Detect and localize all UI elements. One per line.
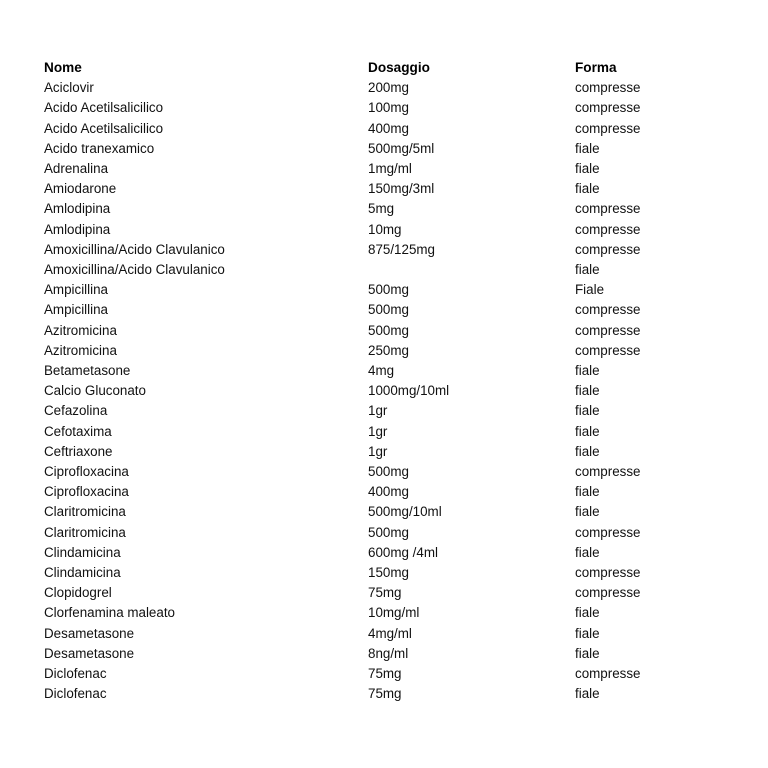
table-row: [44, 543, 695, 563]
cell-name: Azitromicina: [44, 322, 117, 338]
cell-name: Claritromicina: [44, 524, 126, 540]
cell-form: compresse: [575, 120, 641, 136]
cell-form: compresse: [575, 342, 641, 358]
cell-dose: 8ng/ml: [368, 645, 409, 661]
cell-name: Aciclovir: [44, 80, 94, 96]
cell-form: compresse: [575, 221, 641, 237]
cell-name: Amoxicillina/Acido Clavulanico: [44, 241, 225, 257]
cell-dose: 500mg: [368, 282, 409, 298]
cell-form: compresse: [575, 666, 641, 682]
table-row: [44, 462, 695, 482]
cell-form: fiale: [575, 686, 600, 702]
cell-name: Clindamicina: [44, 544, 121, 560]
cell-name: Amoxicillina/Acido Clavulanico: [44, 262, 225, 278]
cell-form: compresse: [575, 241, 641, 257]
cell-name: Acido Acetilsalicilico: [44, 100, 164, 116]
cell-name: Clindamicina: [44, 565, 121, 581]
table-row: [44, 78, 695, 98]
table-row: [44, 563, 695, 583]
cell-name: Ampicillina: [44, 302, 108, 318]
cell-form: fiale: [575, 484, 600, 500]
cell-name: Amiodarone: [44, 181, 117, 197]
table-row: [44, 98, 695, 118]
cell-form: fiale: [575, 625, 600, 641]
table-row: [44, 482, 695, 502]
table-row: [44, 341, 695, 361]
header-dose: Dosaggio: [368, 60, 430, 75]
table-row: [44, 644, 695, 664]
table-row: [44, 280, 695, 300]
cell-dose: 875/125mg: [368, 241, 436, 257]
table-row: [44, 119, 695, 139]
cell-dose: 500mg: [368, 464, 409, 480]
table-row: [44, 199, 695, 219]
cell-form: compresse: [575, 80, 641, 96]
cell-dose: 100mg: [368, 100, 409, 116]
cell-form: fiale: [575, 645, 600, 661]
cell-dose: 500mg: [368, 322, 409, 338]
cell-dose: 1gr: [368, 423, 388, 439]
cell-dose: 1gr: [368, 403, 388, 419]
drug-table: [44, 58, 695, 705]
table-row: [44, 321, 695, 341]
table-row: [44, 401, 695, 421]
cell-form: fiale: [575, 181, 600, 197]
cell-name: Adrenalina: [44, 161, 109, 177]
table-row: [44, 603, 695, 623]
cell-name: Amlodipina: [44, 201, 111, 217]
cell-name: Amlodipina: [44, 221, 111, 237]
table-row: [44, 422, 695, 442]
table-row: [44, 583, 695, 603]
table-body: [44, 78, 695, 704]
cell-form: fiale: [575, 443, 600, 459]
cell-form: fiale: [575, 363, 600, 379]
cell-dose: 500mg: [368, 524, 409, 540]
cell-name: Desametasone: [44, 625, 135, 641]
table-row: [44, 361, 695, 381]
table-row: [44, 624, 695, 644]
table-row: [44, 159, 695, 179]
cell-form: fiale: [575, 605, 600, 621]
cell-form: compresse: [575, 302, 641, 318]
cell-dose: 5mg: [368, 201, 395, 217]
cell-name: Diclofenac: [44, 686, 107, 702]
cell-form: fiale: [575, 262, 600, 278]
cell-name: Acido tranexamico: [44, 140, 155, 156]
cell-dose: 10mg/ml: [368, 605, 420, 621]
table-header-row: [44, 58, 695, 78]
cell-name: Ampicillina: [44, 282, 108, 298]
table-row: [44, 442, 695, 462]
table-row: [44, 684, 695, 704]
cell-name: Ciprofloxacina: [44, 464, 129, 480]
table-row: [44, 381, 695, 401]
table-row: [44, 179, 695, 199]
cell-form: Fiale: [575, 282, 605, 298]
cell-name: Claritromicina: [44, 504, 126, 520]
table-row: [44, 523, 695, 543]
table-row: [44, 139, 695, 159]
table-row: [44, 502, 695, 522]
cell-form: compresse: [575, 201, 641, 217]
cell-dose: 600mg /4ml: [368, 544, 438, 560]
header-name: Nome: [44, 60, 82, 75]
cell-dose: 150mg/3ml: [368, 181, 435, 197]
cell-form: fiale: [575, 504, 600, 520]
table-row: [44, 260, 695, 280]
cell-dose: 250mg: [368, 342, 409, 358]
cell-dose: 4mg/ml: [368, 625, 412, 641]
cell-dose: 10mg: [368, 221, 402, 237]
cell-dose: 1000mg/10ml: [368, 383, 450, 399]
table-row: [44, 220, 695, 240]
cell-form: fiale: [575, 403, 600, 419]
cell-form: compresse: [575, 524, 641, 540]
cell-name: Diclofenac: [44, 666, 107, 682]
cell-name: Clopidogrel: [44, 585, 112, 601]
cell-dose: 200mg: [368, 80, 409, 96]
cell-name: Calcio Gluconato: [44, 383, 146, 399]
cell-dose: 75mg: [368, 686, 402, 702]
cell-form: compresse: [575, 565, 641, 581]
cell-form: fiale: [575, 423, 600, 439]
table-row: [44, 664, 695, 684]
header-form: Forma: [575, 60, 617, 75]
cell-dose: 400mg: [368, 484, 409, 500]
cell-form: fiale: [575, 383, 600, 399]
table-row: [44, 300, 695, 320]
cell-dose: 150mg: [368, 565, 409, 581]
cell-dose: 400mg: [368, 120, 409, 136]
cell-name: Desametasone: [44, 645, 135, 661]
cell-name: Ciprofloxacina: [44, 484, 129, 500]
cell-dose: 500mg/5ml: [368, 140, 435, 156]
cell-dose: 500mg/10ml: [368, 504, 442, 520]
cell-dose: [368, 260, 575, 280]
cell-form: fiale: [575, 161, 600, 177]
cell-name: Cefotaxima: [44, 423, 112, 439]
cell-name: Clorfenamina maleato: [44, 605, 175, 621]
cell-name: Betametasone: [44, 363, 131, 379]
cell-name: Azitromicina: [44, 342, 117, 358]
table-row: [44, 240, 695, 260]
cell-form: compresse: [575, 464, 641, 480]
cell-dose: 1mg/ml: [368, 161, 412, 177]
cell-dose: 75mg: [368, 585, 402, 601]
cell-form: compresse: [575, 100, 641, 116]
cell-form: compresse: [575, 585, 641, 601]
cell-form: compresse: [575, 322, 641, 338]
cell-dose: 500mg: [368, 302, 409, 318]
cell-dose: 4mg: [368, 363, 395, 379]
cell-dose: 1gr: [368, 443, 388, 459]
cell-form: fiale: [575, 544, 600, 560]
cell-name: Cefazolina: [44, 403, 108, 419]
cell-form: fiale: [575, 140, 600, 156]
cell-dose: 75mg: [368, 666, 402, 682]
cell-name: Acido Acetilsalicilico: [44, 120, 164, 136]
cell-name: Ceftriaxone: [44, 443, 113, 459]
